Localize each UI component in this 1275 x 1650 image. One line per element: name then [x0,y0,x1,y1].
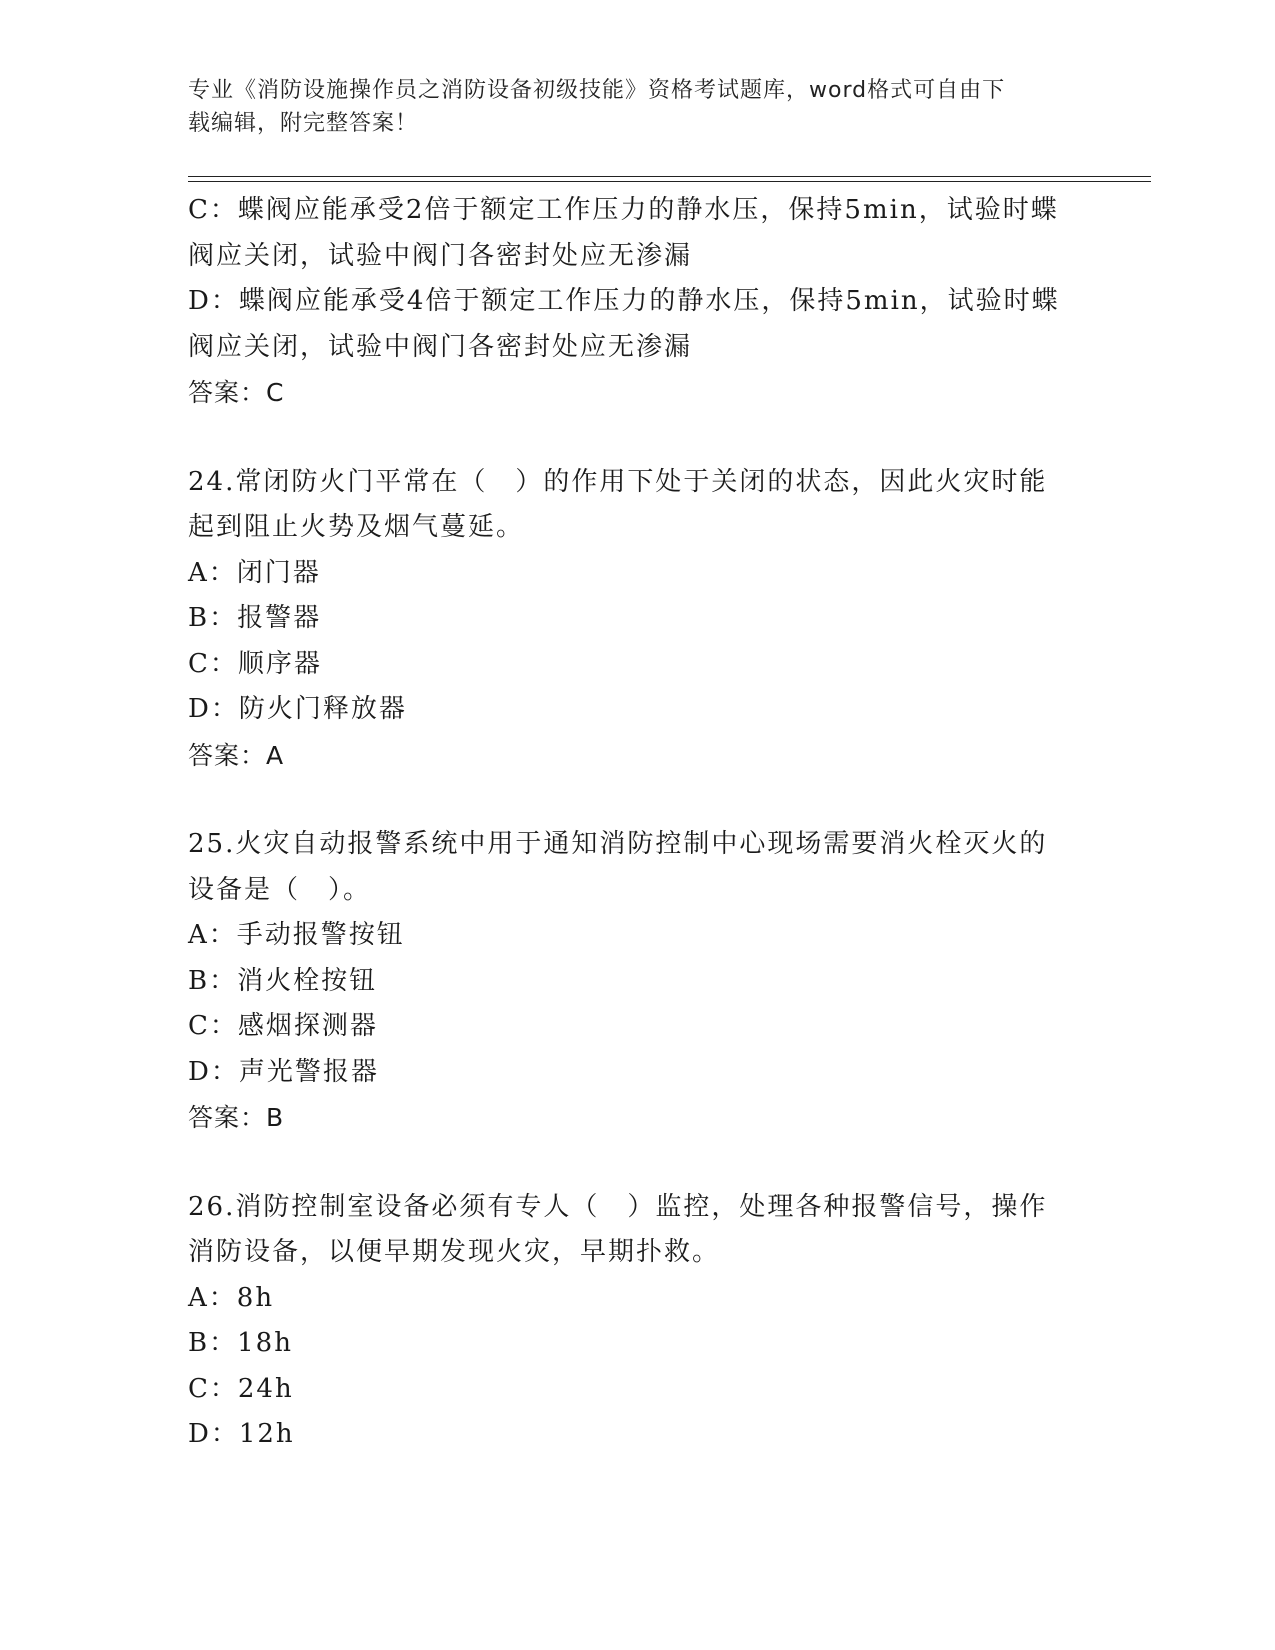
option-c: C：感烟探测器 [188,1011,378,1041]
question-25 [188,822,1088,1141]
answer-line: 答案：A [188,740,285,770]
header-line-1: 专业《消防设施操作员之消防设备初级技能》资格考试题库，word格式可自由下 [188,78,1006,103]
option-a: A：8h [188,1282,275,1313]
spacer [188,1141,1088,1185]
option-c-line-2: 阀应关闭，试验中阀门各密封处应无渗漏 [188,240,693,271]
page-header [188,74,1068,140]
question-stem-line-1: 26.消防控制室设备必须有专人（ ）监控，处理各种报警信号，操作 [188,1191,1048,1222]
header-line-2: 载编辑，附完整答案！ [188,111,419,136]
option-c: C：顺序器 [188,648,322,679]
option-a: A：闭门器 [188,557,321,588]
answer-line: 答案：B [188,1103,285,1132]
question-24 [188,460,1088,779]
option-a: A：手动报警按钮 [188,920,405,950]
option-b: B：报警器 [188,603,322,633]
option-c: C：24h [188,1373,294,1404]
document-body [188,188,1088,1458]
question-stem-line-2: 起到阻止火势及烟气蔓延。 [188,512,525,542]
question-23-continuation [188,188,1088,416]
header-divider-bottom [188,181,1151,182]
spacer [188,778,1088,822]
option-c-line-1: C：蝶阀应能承受2倍于额定工作压力的静水压，保持5min，试验时蝶 [188,195,1059,225]
option-d: D：声光警报器 [188,1056,379,1087]
option-d: D：12h [188,1419,295,1449]
answer-line: 答案：C [188,378,285,407]
option-b: B：18h [188,1328,293,1358]
option-d-line-2: 阀应关闭，试验中阀门各密封处应无渗漏 [188,331,693,362]
option-d-line-1: D：蝶阀应能承受4倍于额定工作压力的静水压，保持5min，试验时蝶 [188,286,1060,316]
option-d: D：防火门释放器 [188,694,407,724]
question-stem-line-2: 设备是（ ）。 [188,874,372,905]
question-26 [188,1185,1088,1458]
header-divider-top [188,176,1151,177]
spacer [188,416,1088,460]
option-b: B：消火栓按钮 [188,965,378,996]
question-stem-line-1: 24.常闭防火门平常在（ ）的作用下处于关闭的状态，因此火灾时能 [188,466,1048,497]
question-stem-line-1: 25.火灾自动报警系统中用于通知消防控制中心现场需要消火栓灭火的 [188,829,1048,859]
question-stem-line-2: 消防设备，以便早期发现火灾，早期扑救。 [188,1237,721,1267]
